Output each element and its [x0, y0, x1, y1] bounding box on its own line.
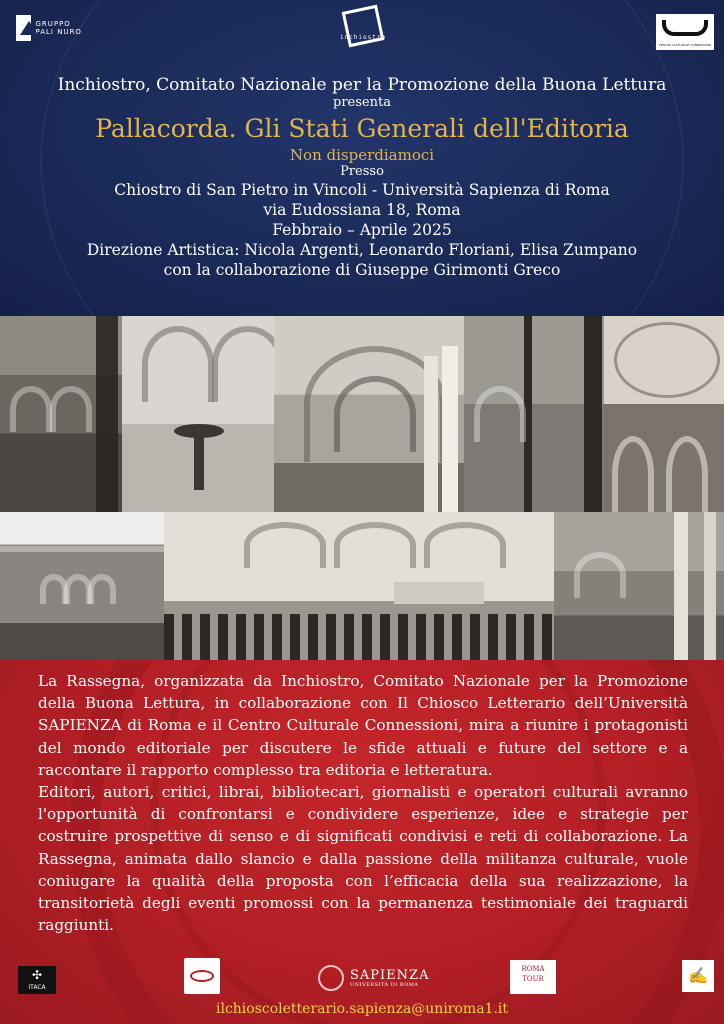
event-subtitle: Non disperdiamoci: [289, 146, 435, 164]
itaca-label: ITACA: [28, 984, 46, 991]
wave-icon: [662, 20, 708, 36]
gruppo-palinuro-label: GRUPPO PALI NURO: [35, 20, 82, 36]
sapienza-logo: [318, 962, 429, 994]
roma-tour-label: ROMA TOUR: [521, 965, 545, 983]
inchiostro-square-icon: [342, 5, 385, 48]
header-text: [0, 74, 724, 280]
calligraphy-icon: ✍: [688, 966, 708, 985]
presenta-line: presenta: [333, 95, 391, 110]
eye-icon: [190, 970, 214, 982]
inchiostro-label: inchiostro: [339, 34, 387, 41]
itaca-logo: [18, 966, 56, 994]
roma-tour-logo: [510, 960, 556, 994]
organizer-line: Inchiostro, Comitato Nazionale per la Promozione della Buona Lettura: [57, 75, 667, 95]
photo-collage: [0, 316, 724, 660]
inchiostro-logo: [330, 8, 396, 48]
header-section: [0, 0, 724, 316]
ship-icon: [16, 15, 31, 41]
gruppo-palinuro-logo: [16, 10, 86, 46]
photo-cloister-glass: [464, 316, 604, 512]
connessioni-logo: [656, 14, 714, 50]
description-section: [0, 660, 724, 1024]
description-paragraph-1: La Rassegna, organizzata da Inchiostro, Comitato Nazionale per la Promozione della Buona Lettura, in collaborazione con Il Chiosco Letterario dell’Università SAPIENZA di Roma e il Centro Culturale Connessioni, mira a riunire i protagonisti del mondo editoriale per discutere le sfide attuali e future del settore e a raccontare il rapporto complesso tra editoria e letteratura.: [38, 672, 688, 779]
photo-conference-hall: [164, 512, 554, 660]
presso-line: Presso: [340, 164, 384, 179]
calligraphy-logo: [682, 960, 714, 992]
sapienza-subtitle: UNIVERSITÀ DI ROMA: [350, 981, 419, 988]
description-paragraph-2: Editori, autori, critici, librai, bibliotecari, giornalisti e operatori culturali avranno l'opportunità di confrontarsi e condividere esperienze, idee e strategie per costruire prospettive di senso e di significati condivisi e reti di collaborazione. La Rassegna, animata dallo slancio e dalla passione della militanza culturale, vuole coniugare la qualità della proposta con l’efficacia della sua realizzazione, la transitorietà degli eventi promossi con la permanenza testimoniale dei traguardi raggiunti.: [38, 783, 688, 935]
photo-fountain: [122, 316, 274, 512]
venue-line: Chiostro di San Pietro in Vincoli - Università Sapienza di Roma: [114, 181, 610, 199]
photo-cloister-courtyard: [0, 316, 122, 512]
sapienza-name: SAPIENZA: [350, 967, 430, 983]
connessioni-label: CENTRO CULTURALE CONNESSIONI: [658, 43, 712, 47]
sapienza-crest-icon: [318, 965, 344, 991]
address-line: via Eudossiana 18, Roma: [263, 201, 461, 219]
chiosco-letterario-logo: [184, 958, 220, 994]
photo-courtyard-columns: [554, 512, 724, 660]
photo-ceiling: [604, 316, 724, 512]
direction-line: Direzione Artistica: Nicola Argenti, Leonardo Floriani, Elisa Zumpano: [86, 241, 638, 259]
partner-logos: [0, 958, 724, 998]
photo-arcade-corridor: [274, 316, 464, 512]
event-title: Pallacorda. Gli Stati Generali dell'Editoria: [95, 114, 629, 143]
photo-palace-facade: [0, 512, 164, 660]
collaboration-line: con la collaborazione di Giuseppe Girimonti Greco: [163, 261, 561, 279]
contact-email[interactable]: ilchioscoletterario.sapienza@uniroma1.it: [215, 1001, 509, 1017]
itaca-icon: ✣: [31, 968, 43, 982]
dates-line: Febbraio – Aprile 2025: [272, 221, 452, 239]
description-text: [38, 670, 688, 936]
